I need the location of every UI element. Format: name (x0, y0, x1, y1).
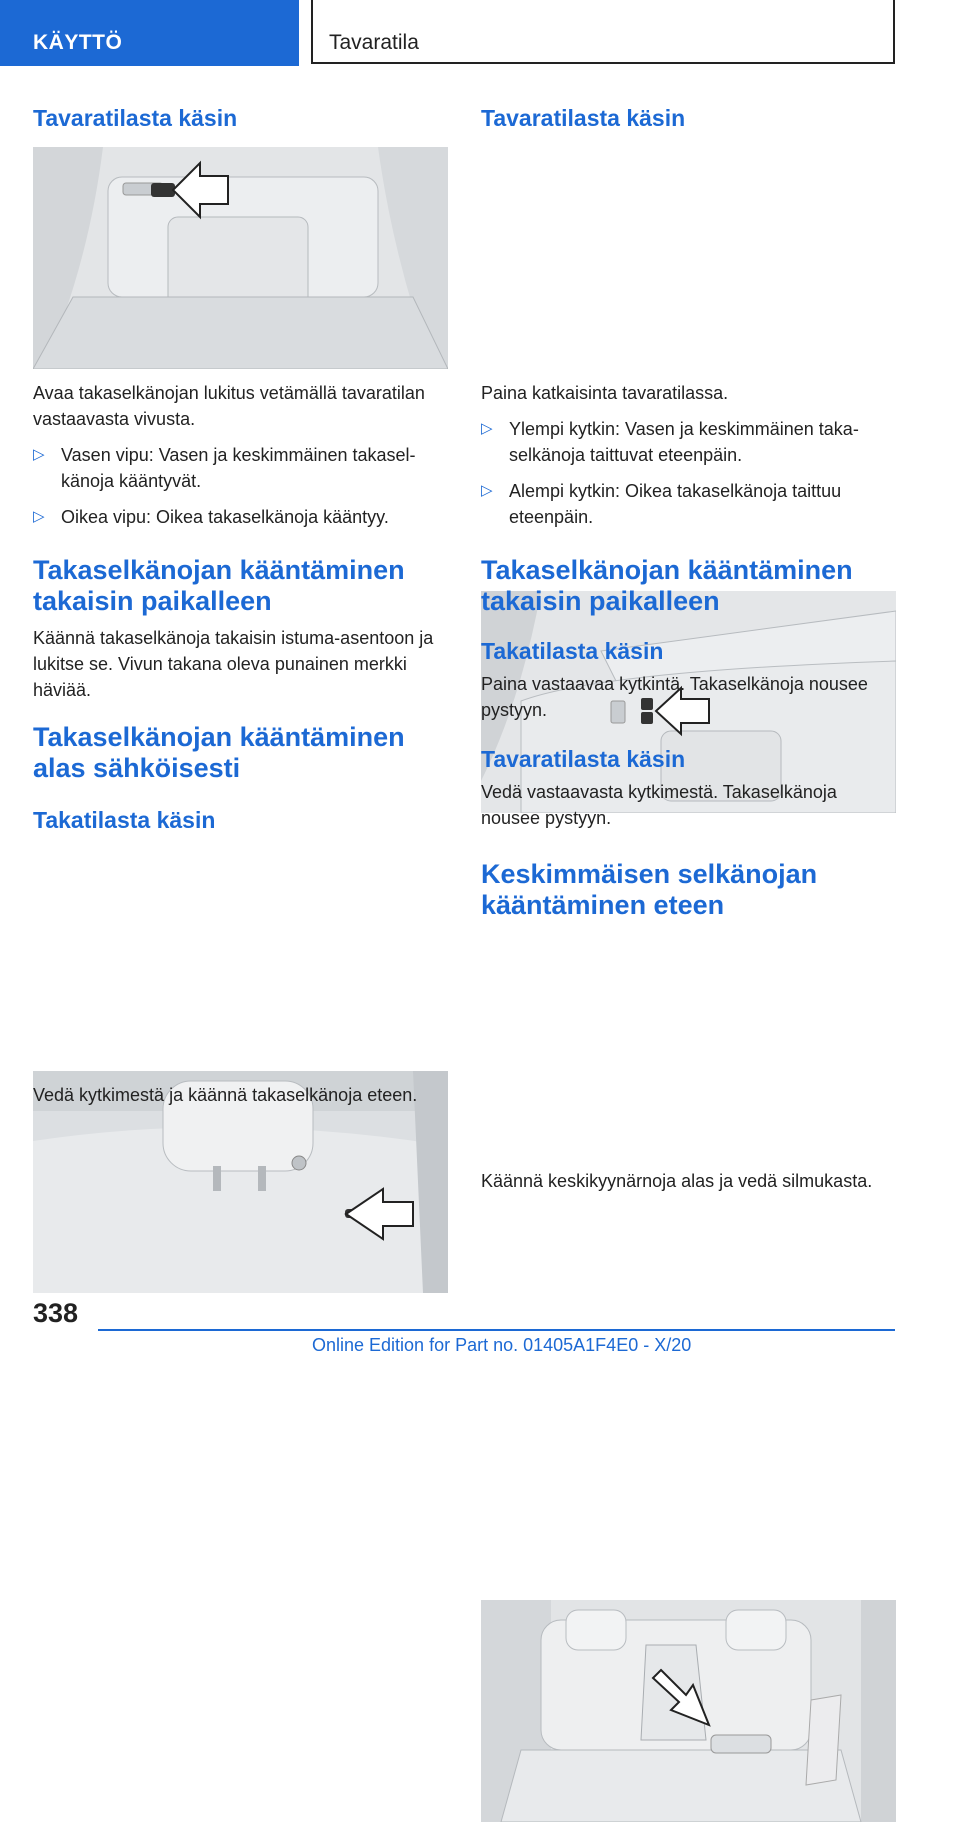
triangle-right-icon: ▷ (481, 420, 493, 437)
triangle-right-icon: ▷ (481, 482, 493, 499)
left-s1-heading-block (33, 104, 448, 132)
right-s2-subtitle-1: Takatilasta käsin (481, 638, 664, 664)
right-s1-list (481, 416, 896, 530)
left-s2-text: Käännä takaselkänoja takaisin istuma-asentoon ja lukitse se. Vivun takana oleva punainen merkki häviää. (33, 628, 434, 700)
right-s2-subtitle-2: Tavaratilasta käsin (481, 746, 686, 772)
triangle-right-icon: ▷ (33, 446, 45, 463)
left-s3-body (33, 1082, 448, 1108)
right-s2-text-1: Paina vastaavaa kytkintä. Takaselkänoja nousee pystyyn. (481, 674, 868, 720)
list-item: ▷ Ylempi kytkin: Vasen ja keskimmäinen takaselkänoja taittuvat eteenpäin. (481, 416, 896, 468)
right-s1-heading-block (481, 104, 896, 132)
list-item: ▷ Vasen vipu: Vasen ja keskimmäinen takaselkänoja kääntyvät. (33, 442, 448, 494)
right-s1-title: Tavaratilasta käsin (481, 105, 686, 131)
left-s3-subtitle: Takatilasta käsin (33, 807, 216, 833)
right-s1-body (481, 380, 896, 530)
right-s2 (481, 555, 896, 831)
section-tab (0, 0, 299, 66)
left-s3 (33, 722, 448, 834)
right-s3 (481, 859, 896, 921)
page-number: 338 (33, 1298, 79, 1328)
list-item: ▷ Alempi kytkin: Oikea takaselkänoja taittuu eteenpäin. (481, 478, 896, 530)
figure-trunk-lever (33, 147, 448, 369)
chapter-header (311, 0, 895, 64)
left-s2-title: Takaselkänojan kääntäminen takaisin paikalleen (33, 555, 405, 616)
right-s1-text: Paina katkaisinta tavaratilassa. (481, 383, 729, 403)
left-s3-title: Takaselkänojan kääntäminen alas sähköisesti (33, 722, 405, 783)
left-s2 (33, 555, 448, 703)
right-s3-text: Käännä keskikyynärnoja alas ja vedä silmukasta. (481, 1171, 873, 1191)
chapter-label: Tavaratila (329, 31, 419, 54)
left-s1-body (33, 380, 448, 530)
right-s2-text-2: Vedä vastaavasta kytkimestä. Takaselkänoja nousee pystyyn. (481, 782, 837, 828)
list-item: ▷ Oikea vipu: Oikea takaselkänoja kääntyy. (33, 504, 448, 530)
left-s3-text: Vedä kytkimestä ja käännä takaselkänoja eteen. (33, 1085, 418, 1105)
section-label: KÄYTTÖ (33, 31, 123, 54)
right-s2-title: Takaselkänojan kääntäminen takaisin paikalleen (481, 555, 853, 616)
footer-divider (98, 1329, 895, 1331)
figure-center-armrest (481, 1600, 896, 1822)
right-s3-body (481, 1168, 896, 1194)
left-s1-text: Avaa takaselkänojan lukitus vetämällä tavaratilan vastaavasta vivusta. (33, 383, 425, 429)
triangle-right-icon: ▷ (33, 508, 45, 525)
footer-text: Online Edition for Part no. 01405A1F4E0 - X/20 (312, 1335, 692, 1355)
right-s3-title: Keskimmäisen selkänojan kääntäminen eteen (481, 859, 818, 920)
left-s1-title: Tavaratilasta käsin (33, 105, 238, 131)
left-s1-list (33, 442, 448, 530)
